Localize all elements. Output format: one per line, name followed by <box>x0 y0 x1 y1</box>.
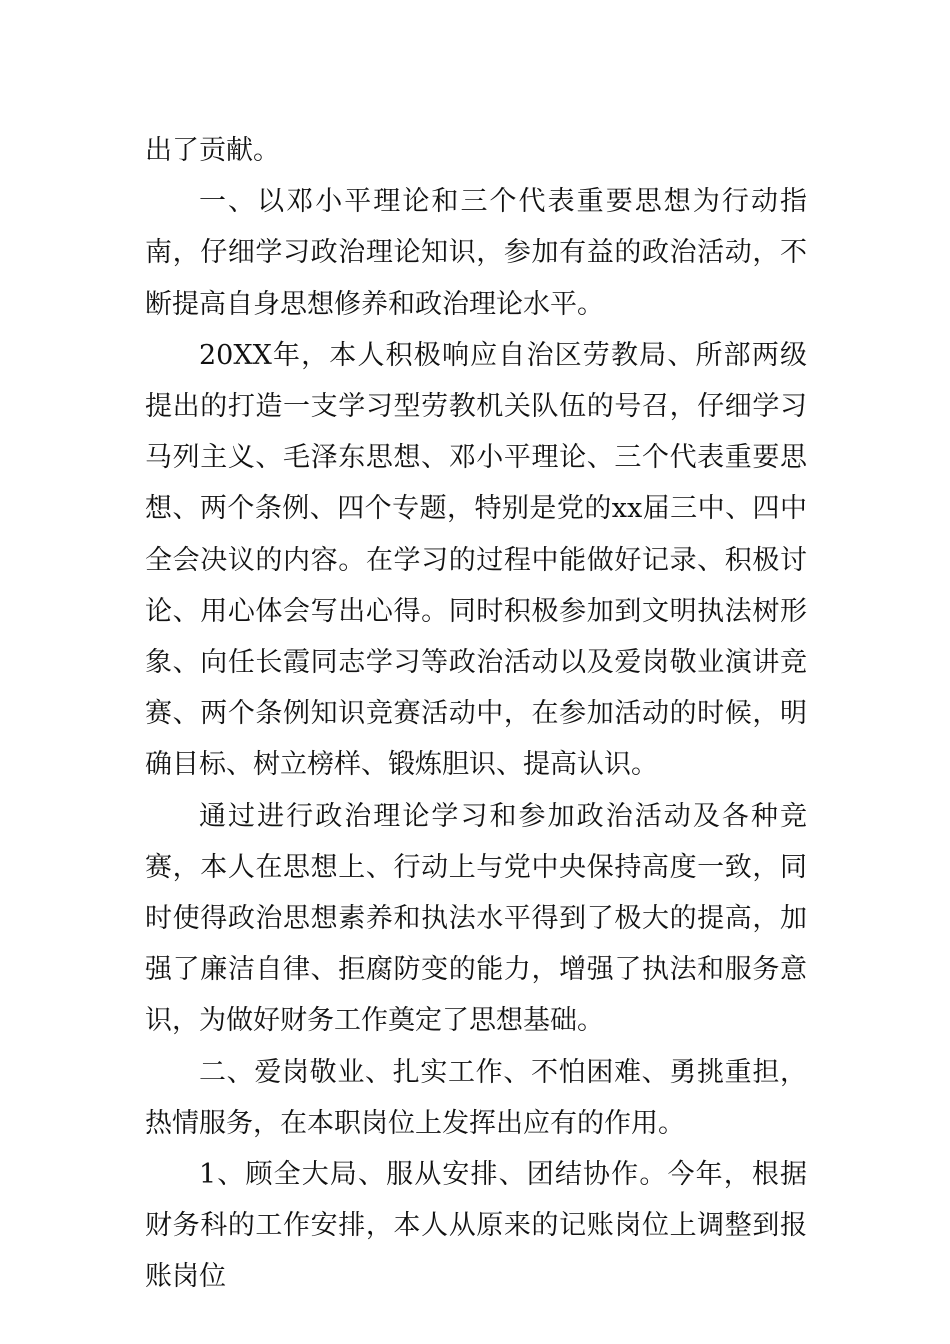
paragraph-item-one: 1、顾全大局、服从安排、团结协作。今年，根据财务科的工作安排，本人从原来的记账岗位上调整到报账岗位 <box>145 1159 807 1293</box>
paragraph-section-one-heading: 一、以邓小平理论和三个代表重要思想为行动指南，仔细学习政治理论知识，参加有益的政治活动，不断提高自身思想修养和政治理论水平。 <box>145 186 807 320</box>
paragraph-study-activities: 20XX年，本人积极响应自治区劳教局、所部两级提出的打造一支学习型劳教机关队伍的号召，仔细学习马列主义、毛泽东思想、邓小平理论、三个代表重要思想、两个条例、四个专题，特别是党的xx届三中、四中全会决议的内容。在学习的过程中能做好记录、积极讨论、用心体会写出心得。同时积极参加到文明执法树形象、向任长霞同志学习等政治活动以及爱岗敬业演讲竞赛、两个条例知识竞赛活动中，在参加活动的时候，明确目标、树立榜样、锻炼胆识、提高认识。 <box>145 339 807 781</box>
paragraph-study-results: 通过进行政治理论学习和参加政治活动及各种竞赛，本人在思想上、行动上与党中央保持高度一致，同时使得政治思想素养和执法水平得到了极大的提高，加强了廉洁自律、拒腐防变的能力，增强了执法和服务意识，为做好财务工作奠定了思想基础。 <box>145 800 807 1037</box>
paragraph-continuation: 出了贡献。 <box>145 135 280 166</box>
paragraph-section-two-heading: 二、爱岗敬业、扎实工作、不怕困难、勇挑重担，热情服务，在本职岗位上发挥出应有的作用。 <box>145 1056 807 1139</box>
document-body <box>145 125 807 1303</box>
